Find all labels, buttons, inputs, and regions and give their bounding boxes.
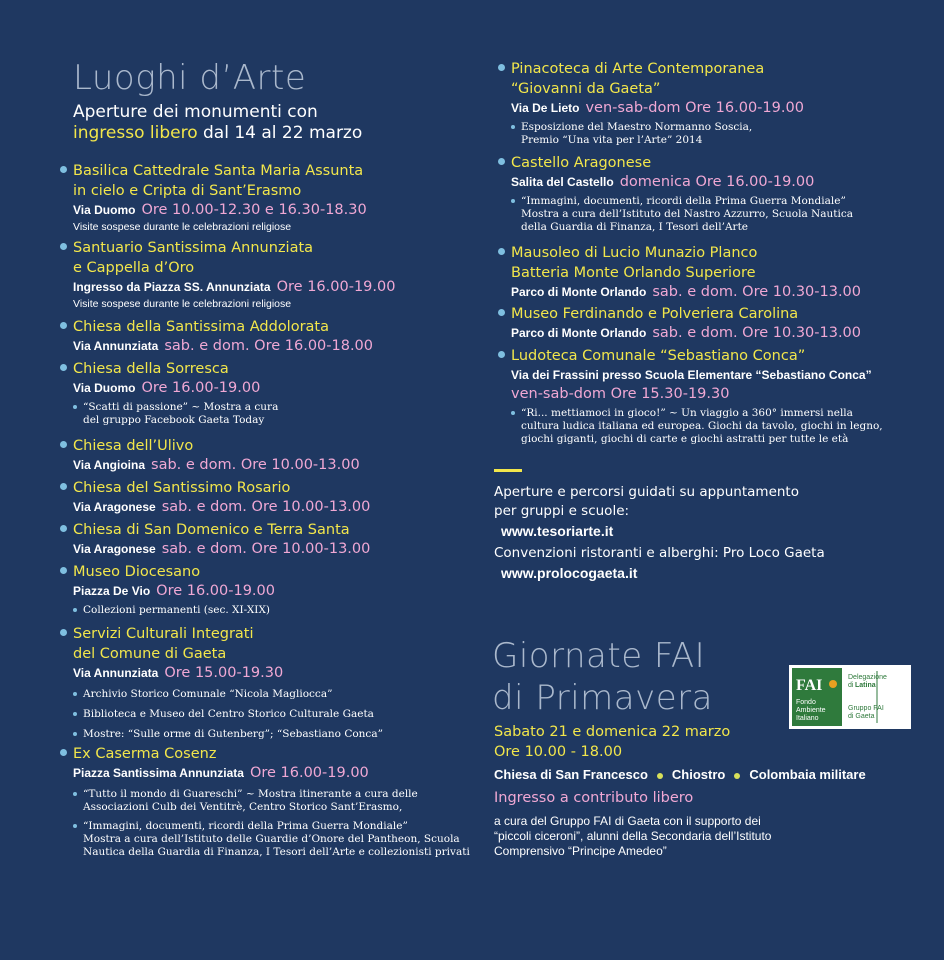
subnote-line: Nautica della Guardia di Finanza, I Tesori dell’Arte e collezionisti privati — [83, 846, 470, 858]
venue-time: Ore 16.00-19.00 — [156, 583, 275, 599]
venue-subnote: Archivio Storico Comunale “Nicola Magliocca” — [73, 688, 473, 701]
fai-credits — [494, 814, 924, 859]
subnote-line: del gruppo Facebook Gaeta Today — [83, 414, 265, 426]
venue-title: Batteria Monte Orlando Superiore — [511, 265, 756, 281]
venue-note: Visite sospese durante le celebrazioni religiose — [73, 221, 292, 233]
subnote-line: Esposizione del Maestro Normanno Soscia, — [521, 121, 753, 133]
fai-heading — [492, 635, 713, 719]
yellow-divider — [494, 469, 522, 472]
bullet-icon — [60, 243, 67, 250]
venue-title: Museo Diocesano — [73, 564, 201, 580]
subnote-line: giochi giganti, giochi di carte e giochi astratti per tutte le età — [521, 433, 849, 445]
guided-line: per gruppi e scuole: — [494, 503, 630, 519]
venue-time: ven-sab-dom Ore 15.30-19.30 — [511, 386, 730, 402]
venue-time: sab. e dom. Ore 10.00-13.00 — [161, 541, 371, 557]
bullet-icon — [60, 441, 67, 448]
fai-logo-graphic — [789, 665, 911, 729]
svg-text:di: di — [848, 682, 854, 689]
guided-tours-info — [494, 483, 914, 584]
venue-street: Via Annunziata — [73, 339, 159, 353]
fai-place: Chiostro — [671, 767, 726, 782]
venue-title: Basilica Cattedrale Santa Maria Assunta — [73, 163, 364, 179]
bullet-icon — [498, 64, 505, 71]
venue-meta — [73, 764, 473, 783]
intro-dates: dal 14 al 22 marzo — [203, 123, 363, 143]
svg-text:Gruppo FAI: Gruppo FAI — [848, 705, 884, 712]
venue-note: Visite sospese durante le celebrazioni religiose — [73, 298, 292, 310]
venue-meta — [73, 379, 473, 398]
subnote-line: “Immagini, documenti, ricordi della Prima Guerra Mondiale” — [83, 820, 408, 832]
venue-meta — [73, 201, 473, 220]
conventions-line: Convenzioni ristoranti e alberghi: Pro Loco Gaeta — [494, 545, 825, 561]
venue-subnote — [511, 121, 911, 147]
bullet-icon — [60, 483, 67, 490]
venue-title: Chiesa dell’Ulivo — [73, 438, 194, 454]
venue-entry — [73, 744, 473, 859]
tesoriarte-link[interactable]: www.tesoriarte.it — [501, 523, 614, 539]
venue-street: Via Angioina — [73, 458, 146, 472]
venue-time: ven-sab-dom Ore 16.00-19.00 — [585, 100, 804, 116]
fai-entry-note: Ingresso a contributo libero — [494, 790, 694, 806]
venue-time: sab. e dom. Ore 10.00-13.00 — [151, 457, 360, 473]
subnote-line: “Ri... mettiamoci in gioco!” ~ Un viaggio a 360° immersi nella — [521, 407, 853, 419]
subnote-line: Mostra a cura dell’Istituto delle Guardie d’Onore del Pantheon, Scuola — [83, 833, 460, 845]
venue-subnote — [73, 604, 473, 617]
fai-heading-line2: di Primavera — [492, 678, 713, 718]
venue-street: Parco di Monte Orlando — [511, 285, 647, 299]
venue-subnote: Mostre: “Sulle orme di Gutenberg”; “Sebastiano Conca” — [73, 728, 473, 741]
venue-time: sab. e dom. Ore 10.00-13.00 — [161, 499, 371, 515]
venue-title: Chiesa della Sorresca — [73, 361, 229, 377]
subnote-line: Mostra a cura dell’Istituto del Nastro Azzurro, Scuola Nautica — [521, 208, 853, 220]
subnote-line: della Guardia di Finanza, I Tesori dell’Arte — [521, 221, 749, 233]
svg-text:Fondo: Fondo — [796, 699, 816, 706]
venue-street: Ingresso da Piazza SS. Annunziata — [73, 280, 271, 294]
bullet-icon — [498, 158, 505, 165]
venue-title: Pinacoteca di Arte Contemporanea — [511, 61, 765, 77]
venue-title: e Cappella d’Oro — [73, 260, 195, 276]
fai-heading-line1: Giornate FAI — [492, 636, 706, 676]
venue-subnote — [511, 407, 911, 446]
venue-title: Ex Caserma Cosenz — [73, 746, 217, 762]
venue-meta — [73, 278, 473, 297]
intro-free: ingresso libero — [73, 123, 198, 143]
venue-subnote — [511, 195, 911, 234]
venue-time: domenica Ore 16.00-19.00 — [619, 174, 815, 190]
venue-time: Ore 16.00-19.00 — [276, 279, 396, 295]
venue-meta — [73, 498, 473, 517]
venue-subnote — [73, 820, 473, 859]
svg-text:di Gaeta: di Gaeta — [848, 713, 875, 720]
bullet-icon — [60, 322, 67, 329]
subnote-line: cultura ludica italiana ed europea. Giochi da tavolo, giochi in legno, — [521, 420, 883, 432]
venue-meta — [511, 385, 911, 404]
venue-entry — [511, 346, 911, 446]
intro-text — [73, 102, 362, 144]
venue-street: Salita del Castello — [511, 175, 614, 189]
svg-text:Ambiente: Ambiente — [796, 707, 826, 714]
venue-meta — [511, 324, 911, 343]
venue-street: Via Aragonese — [73, 542, 156, 556]
fai-place: Colombaia militare — [749, 767, 866, 782]
venue-meta — [73, 664, 473, 683]
intro-line2 — [73, 123, 362, 144]
svg-text:Italiano: Italiano — [796, 715, 819, 722]
fai-places — [494, 766, 924, 784]
venue-time: Ore 16.00-19.00 — [249, 765, 369, 781]
fai-place: Chiesa di San Francesco — [494, 767, 648, 782]
venue-subnote — [73, 401, 473, 427]
credit-line: Comprensivo “Principe Amedeo” — [494, 844, 667, 858]
section-heading-luoghi: Luoghi d’Arte — [73, 58, 307, 98]
venue-entry — [511, 304, 911, 343]
guided-line: Aperture e percorsi guidati su appuntamento — [494, 484, 799, 500]
venue-time: sab. e dom. Ore 10.30-13.00 — [652, 284, 862, 300]
subnote-line: Collezioni permanenti (sec. XI-XIX) — [83, 604, 271, 616]
venue-title: Servizi Culturali Integrati — [73, 626, 254, 642]
venue-time: Ore 10.00-12.30 e 16.30-18.30 — [141, 202, 367, 218]
fai-details — [494, 722, 924, 859]
venue-title: in cielo e Cripta di Sant’Erasmo — [73, 183, 302, 199]
venue-time: sab. e dom. Ore 16.00-18.00 — [164, 338, 374, 354]
venue-street: Piazza De Vio — [73, 584, 151, 598]
bullet-icon — [60, 525, 67, 532]
venue-meta — [73, 456, 473, 475]
venue-meta — [73, 337, 473, 356]
bullet-icon — [498, 351, 505, 358]
venue-meta — [73, 540, 473, 559]
credit-line: “piccoli ciceroni”, alunni della Secondaria dell’Istituto — [494, 829, 772, 843]
subnote-line: “Immagini, documenti, ricordi della Prima Guerra Mondiale” — [521, 195, 846, 207]
bullet-icon — [498, 309, 505, 316]
venue-title: del Comune di Gaeta — [73, 646, 227, 662]
separator-dot-icon — [734, 773, 740, 779]
venue-entry — [73, 478, 473, 517]
venue-subnote — [73, 788, 473, 814]
venue-entry — [73, 238, 473, 311]
venue-title: Castello Aragonese — [511, 155, 652, 171]
subnote-line: Associazioni Culb dei Ventitrè, Centro Storico Sant’Erasmo, — [83, 801, 403, 813]
svg-text:Delegazione: Delegazione — [848, 674, 887, 681]
venue-time: sab. e dom. Ore 10.30-13.00 — [652, 325, 862, 341]
svg-text:FAI: FAI — [796, 677, 823, 694]
bullet-icon — [60, 166, 67, 173]
separator-dot-icon — [657, 773, 663, 779]
bullet-icon — [60, 364, 67, 371]
fai-hours: Ore 10.00 - 18.00 — [494, 744, 623, 760]
venue-meta — [511, 283, 911, 302]
venue-street: Via dei Frassini presso Scuola Elementare “Sebastiano Conca” — [511, 368, 872, 382]
venue-entry — [73, 520, 473, 559]
venue-street: Via Duomo — [73, 381, 136, 395]
venue-meta — [511, 366, 911, 385]
venue-entry — [73, 624, 473, 741]
venue-title: Chiesa del Santissimo Rosario — [73, 480, 291, 496]
venue-time: Ore 16.00-19.00 — [141, 380, 261, 396]
venue-street: Via Annunziata — [73, 666, 159, 680]
venue-street: Parco di Monte Orlando — [511, 326, 647, 340]
venue-entry — [73, 317, 473, 356]
venue-title: Mausoleo di Lucio Munazio Planco — [511, 245, 758, 261]
venue-subnote: Biblioteca e Museo del Centro Storico Culturale Gaeta — [73, 708, 473, 721]
prolocogaeta-link[interactable]: www.prolocogaeta.it — [501, 565, 638, 581]
venue-meta — [511, 99, 911, 118]
subnote-line: “Tutto il mondo di Guareschi” ~ Mostra itinerante a cura delle — [83, 788, 418, 800]
venue-entry — [73, 359, 473, 427]
venue-entry — [73, 161, 473, 234]
fai-flower-icon — [829, 680, 837, 688]
venue-meta — [511, 173, 911, 192]
venue-title: “Giovanni da Gaeta” — [511, 81, 661, 97]
venue-street: Via De Lieto — [511, 101, 580, 115]
venue-title: Ludoteca Comunale “Sebastiano Conca” — [511, 348, 806, 364]
venue-street: Via Aragonese — [73, 500, 156, 514]
venue-entry — [73, 436, 473, 475]
subnote-line: Premio “Una vita per l’Arte” 2014 — [521, 134, 703, 146]
bullet-icon — [60, 749, 67, 756]
svg-text:Latina: Latina — [855, 682, 876, 689]
bullet-icon — [60, 567, 67, 574]
venue-title: Museo Ferdinando e Polveriera Carolina — [511, 306, 799, 322]
venue-entry — [73, 562, 473, 617]
venue-street: Piazza Santissima Annunziata — [73, 766, 244, 780]
venue-time: Ore 15.00-19.30 — [164, 665, 284, 681]
venue-entry — [511, 243, 911, 302]
venue-title: Chiesa di San Domenico e Terra Santa — [73, 522, 350, 538]
venue-entry — [511, 59, 911, 147]
venue-entry — [511, 153, 911, 234]
venue-meta — [73, 582, 473, 601]
subnote-line: “Scatti di passione” ~ Mostra a cura — [83, 401, 279, 413]
venue-title: Santuario Santissima Annunziata — [73, 240, 314, 256]
intro-line1: Aperture dei monumenti con — [73, 102, 318, 122]
fai-dates: Sabato 21 e domenica 22 marzo — [494, 724, 731, 740]
fai-logo — [789, 665, 911, 729]
credit-line: a cura del Gruppo FAI di Gaeta con il supporto dei — [494, 814, 761, 828]
venue-title: Chiesa della Santissima Addolorata — [73, 319, 330, 335]
bullet-icon — [498, 248, 505, 255]
venue-street: Via Duomo — [73, 203, 136, 217]
bullet-icon — [60, 629, 67, 636]
